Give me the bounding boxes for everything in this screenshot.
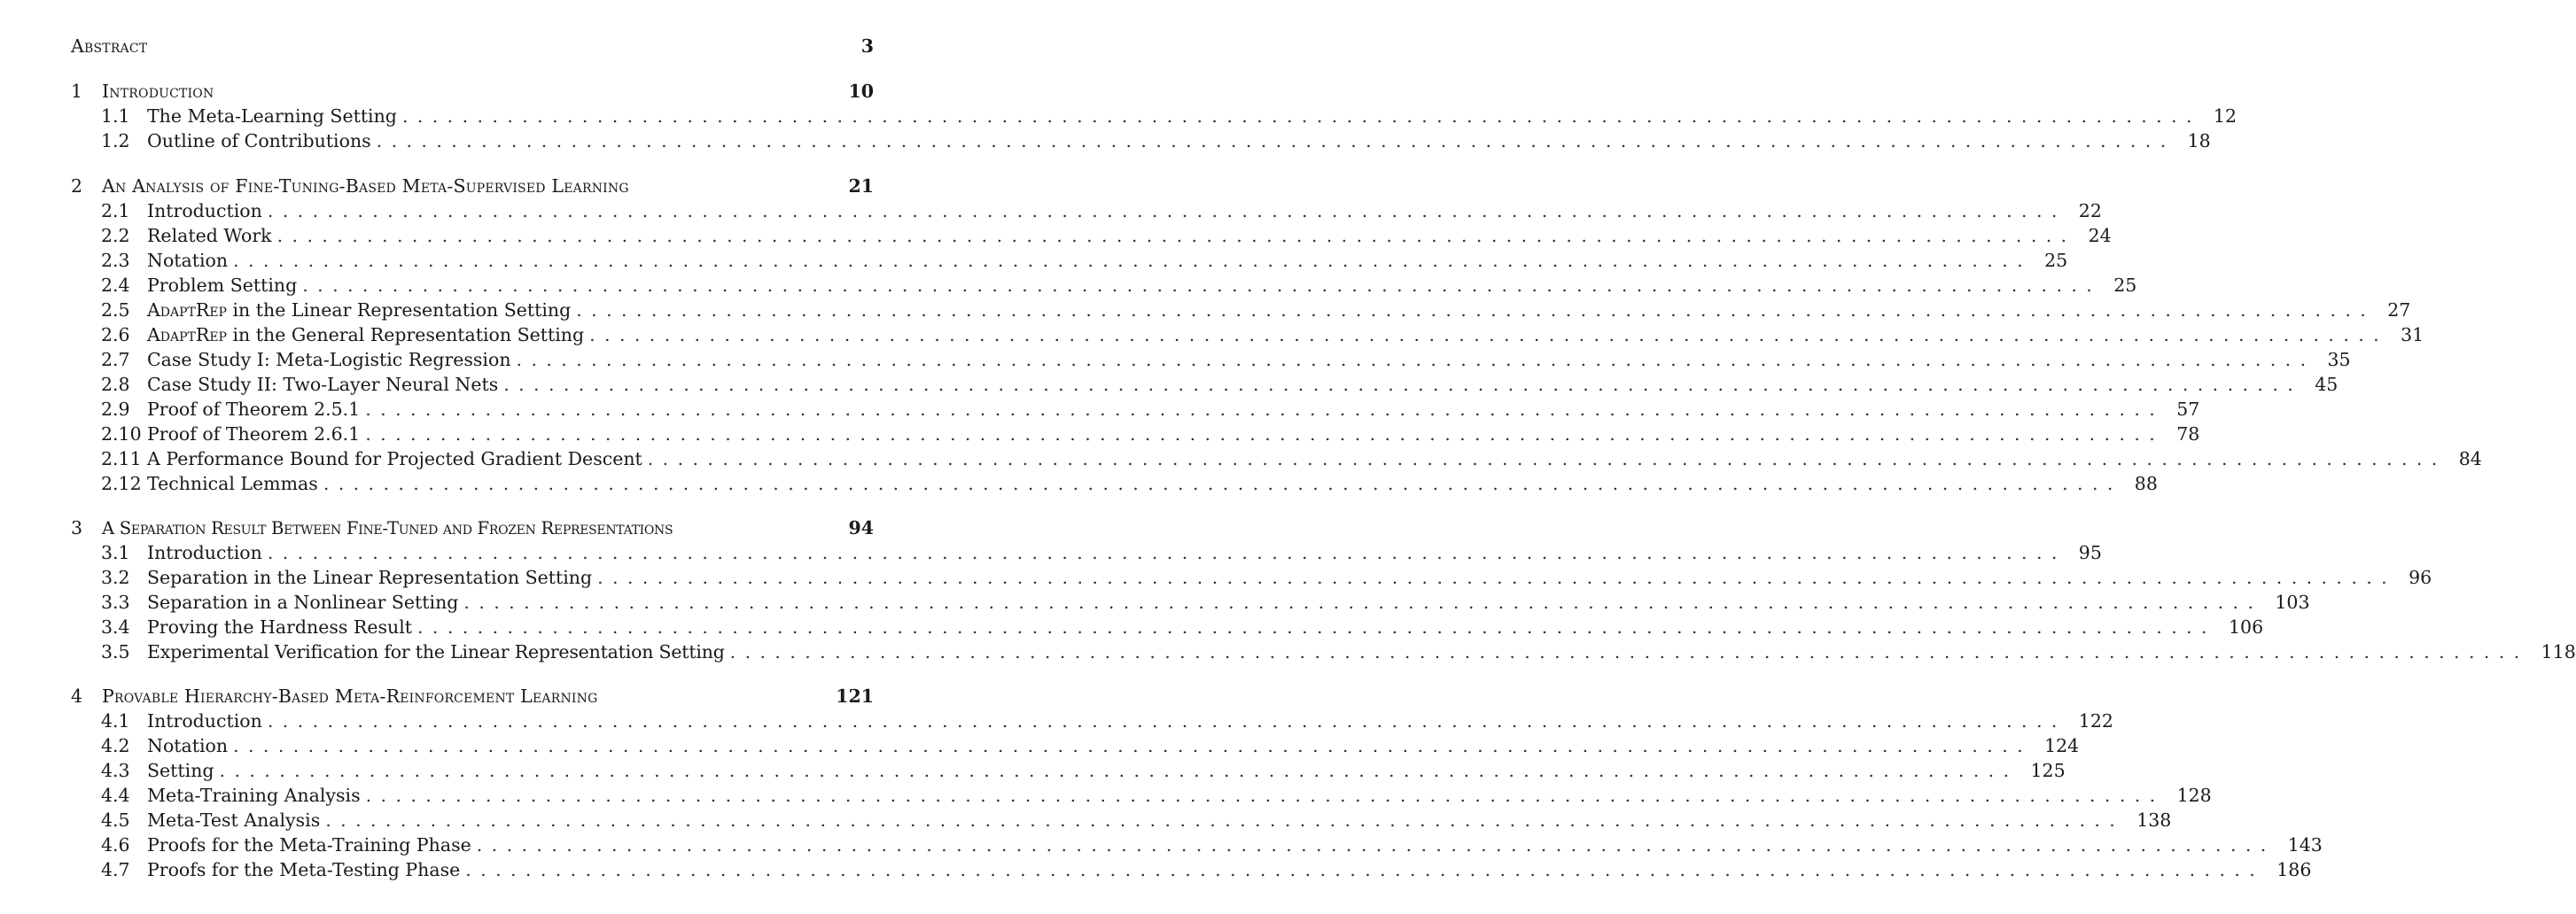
page-number: 128 <box>2176 785 2212 806</box>
toc-section-4-5[interactable] <box>101 808 2172 833</box>
page-number: 84 <box>2458 448 2482 469</box>
section-title: Proofs for the Meta-Testing Phase <box>147 859 461 880</box>
section-number: 2.12 <box>101 473 142 494</box>
section-title: Problem Setting <box>147 275 298 296</box>
toc-section-2-7[interactable] <box>101 347 2351 372</box>
section-title: Separation in a Nonlinear Setting <box>147 592 459 613</box>
section-number: 4.7 <box>101 859 130 880</box>
page-number: 143 <box>2287 834 2323 856</box>
section-number: 1.2 <box>101 130 130 151</box>
section-number: 3.5 <box>101 641 130 662</box>
section-title: Experimental Verification for the Linear Representation Setting <box>147 641 725 662</box>
chapter-title: Abstract <box>71 35 148 57</box>
section-title: Introduction <box>147 200 262 221</box>
dot-leader: ........................................................................................................................ <box>647 448 2447 469</box>
toc-section-3-4[interactable] <box>101 615 2264 639</box>
chapter-title: Provable Hierarchy-Based Meta-Reinforcement Learning <box>102 686 598 707</box>
page-number: 94 <box>848 517 874 538</box>
page-number: 27 <box>2387 299 2411 321</box>
section-number: 2.10 <box>101 423 142 445</box>
dot-leader: ........................................................................................................................ <box>365 785 2165 806</box>
dot-leader: ........................................................................................................................ <box>365 423 2165 445</box>
dot-leader: ........................................................................................................................ <box>417 616 2216 638</box>
dot-leader: ........................................................................................................................ <box>302 275 2102 296</box>
section-title: A Performance Bound for Projected Gradient Descent <box>147 448 642 469</box>
toc-chapter-4[interactable] <box>71 684 874 709</box>
section-number: 3.4 <box>101 616 130 638</box>
page-number: 138 <box>2136 809 2172 831</box>
section-title: The Meta-Learning Setting <box>147 105 397 127</box>
dot-leader: ........................................................................................................................ <box>503 374 2303 395</box>
chapter-title: An Analysis of Fine-Tuning-Based Meta-Supervised Learning <box>102 175 629 197</box>
toc-section-2-3[interactable] <box>101 248 2068 273</box>
dot-leader: ........................................................................................................................ <box>219 760 2019 781</box>
dot-leader: ........................................................................................................................ <box>267 200 2066 221</box>
toc-section-4-7[interactable] <box>101 857 2312 882</box>
method-name: AdaptRep <box>147 299 227 321</box>
page-number: 25 <box>2044 250 2068 271</box>
toc-section-3-1[interactable] <box>101 540 2102 565</box>
section-title <box>147 322 584 347</box>
dot-leader: ........................................................................................................................ <box>729 641 2529 662</box>
section-number: 2.4 <box>101 275 130 296</box>
dot-leader: ........................................................................................................................ <box>325 809 2125 831</box>
section-title: Related Work <box>147 225 272 246</box>
dot-leader: ........................................................................................................................ <box>323 473 2122 494</box>
toc-section-1-1[interactable] <box>101 104 2237 128</box>
dot-leader: ........................................................................................................................ <box>576 299 2376 321</box>
section-number: 2.6 <box>101 324 130 345</box>
page-number: 25 <box>2113 275 2137 296</box>
chapter-title: Introduction <box>102 81 214 102</box>
section-title: Proof of Theorem 2.5.1 <box>147 399 361 420</box>
section-title-rest: in the General Representation Setting <box>226 324 585 345</box>
toc-section-2-2[interactable] <box>101 223 2112 248</box>
toc-entry-abstract[interactable] <box>71 34 874 58</box>
section-number: 4.4 <box>101 785 130 806</box>
section-title: Technical Lemmas <box>147 473 318 494</box>
toc-section-2-12[interactable] <box>101 471 2158 496</box>
section-number: 4.6 <box>101 834 130 856</box>
page-number: 186 <box>2276 859 2312 880</box>
section-number: 2.2 <box>101 225 130 246</box>
dot-leader: ........................................................................................................................ <box>589 324 2389 345</box>
page-number: 24 <box>2088 225 2112 246</box>
section-title <box>147 298 571 322</box>
page-number: 96 <box>2409 567 2432 588</box>
dot-leader: ........................................................................................................................ <box>267 710 2066 732</box>
toc-section-2-11[interactable] <box>101 446 2482 471</box>
toc-section-2-10[interactable] <box>101 422 2200 446</box>
section-number: 2.11 <box>101 448 142 469</box>
section-title: Meta-Test Analysis <box>147 809 321 831</box>
page-number: 95 <box>2078 542 2102 563</box>
page-number: 103 <box>2275 592 2310 613</box>
toc-chapter-1[interactable] <box>71 79 874 104</box>
section-number: 4.2 <box>101 735 130 756</box>
toc-section-2-1[interactable] <box>101 198 2102 223</box>
chapter-number: 3 <box>71 517 83 538</box>
toc-section-2-6[interactable] <box>101 322 2424 347</box>
toc-section-4-3[interactable] <box>101 758 2066 783</box>
chapter-number: 1 <box>71 81 83 102</box>
page-number: 18 <box>2187 130 2211 151</box>
page-number: 118 <box>2541 641 2576 662</box>
dot-leader: ........................................................................................................................ <box>516 349 2315 370</box>
page-number: 122 <box>2078 710 2113 732</box>
page-number: 21 <box>848 175 874 197</box>
section-title: Notation <box>147 250 229 271</box>
toc-section-4-2[interactable] <box>101 733 2080 758</box>
page-number: 106 <box>2228 616 2264 638</box>
dot-leader: ........................................................................................................................ <box>463 592 2263 613</box>
toc-section-1-2[interactable] <box>101 128 2211 153</box>
chapter-number: 4 <box>71 686 83 707</box>
section-number: 4.1 <box>101 710 130 732</box>
page-number: 45 <box>2315 374 2339 395</box>
section-title: Separation in the Linear Representation Setting <box>147 567 593 588</box>
section-number: 2.8 <box>101 374 130 395</box>
toc-chapter-2[interactable] <box>71 174 874 198</box>
chapter-title: A Separation Result Between Fine-Tuned and Frozen Representations <box>102 518 673 538</box>
section-number: 2.3 <box>101 250 130 271</box>
page-number: 22 <box>2078 200 2102 221</box>
toc-section-4-4[interactable] <box>101 783 2212 808</box>
section-title: Setting <box>147 760 214 781</box>
section-number: 3.3 <box>101 592 130 613</box>
page-number: 88 <box>2134 473 2158 494</box>
toc-section-2-9[interactable] <box>101 397 2200 422</box>
toc-section-2-4[interactable] <box>101 273 2137 298</box>
section-number: 4.3 <box>101 760 130 781</box>
section-number: 2.7 <box>101 349 130 370</box>
section-title: Case Study II: Two-Layer Neural Nets <box>147 374 499 395</box>
page-number: 12 <box>2213 105 2237 127</box>
toc-section-4-6[interactable] <box>101 833 2323 857</box>
section-number: 1.1 <box>101 105 130 127</box>
section-title: Proofs for the Meta-Training Phase <box>147 834 471 856</box>
toc-section-3-2[interactable] <box>101 565 2432 590</box>
toc-chapter-3[interactable] <box>71 515 874 540</box>
section-title: Outline of Contributions <box>147 130 371 151</box>
chapter-number: 2 <box>71 175 83 197</box>
dot-leader: ........................................................................................................................ <box>233 735 2033 756</box>
method-name: AdaptRep <box>147 324 227 345</box>
dot-leader: ........................................................................................................................ <box>276 225 2076 246</box>
toc-section-4-1[interactable] <box>101 709 2113 733</box>
section-title: Introduction <box>147 710 262 732</box>
toc-section-2-8[interactable] <box>101 372 2339 397</box>
dot-leader: ........................................................................................................................ <box>597 567 2397 588</box>
section-title: Proof of Theorem 2.6.1 <box>147 423 361 445</box>
page-number: 3 <box>860 35 874 57</box>
dot-leader: ........................................................................................................................ <box>465 859 2265 880</box>
dot-leader: ........................................................................................................................ <box>365 399 2165 420</box>
toc-section-3-5[interactable] <box>101 639 2576 664</box>
dot-leader: ........................................................................................................................ <box>476 834 2276 856</box>
section-number: 3.2 <box>101 567 130 588</box>
section-number: 4.5 <box>101 809 130 831</box>
page-number: 125 <box>2030 760 2066 781</box>
page-number: 124 <box>2044 735 2080 756</box>
page-number: 57 <box>2176 399 2200 420</box>
dot-leader: ........................................................................................................................ <box>376 130 2175 151</box>
section-title-rest: in the Linear Representation Setting <box>226 299 572 321</box>
section-number: 3.1 <box>101 542 130 563</box>
section-title: Proving the Hardness Result <box>147 616 413 638</box>
page-number: 31 <box>2401 324 2424 345</box>
section-number: 2.1 <box>101 200 130 221</box>
dot-leader: ........................................................................................................................ <box>233 250 2033 271</box>
dot-leader: ........................................................................................................................ <box>267 542 2066 563</box>
dot-leader: ........................................................................................................................ <box>401 105 2201 127</box>
section-title: Case Study I: Meta-Logistic Regression <box>147 349 511 370</box>
section-title: Meta-Training Analysis <box>147 785 361 806</box>
page-number: 78 <box>2176 423 2200 445</box>
section-number: 2.5 <box>101 299 130 321</box>
toc-section-2-5[interactable] <box>101 298 2411 322</box>
page-number: 10 <box>848 81 874 102</box>
section-number: 2.9 <box>101 399 130 420</box>
toc-section-3-3[interactable] <box>101 590 2310 615</box>
page-number: 121 <box>836 686 874 707</box>
section-title: Notation <box>147 735 229 756</box>
section-title: Introduction <box>147 542 262 563</box>
page-number: 35 <box>2327 349 2351 370</box>
